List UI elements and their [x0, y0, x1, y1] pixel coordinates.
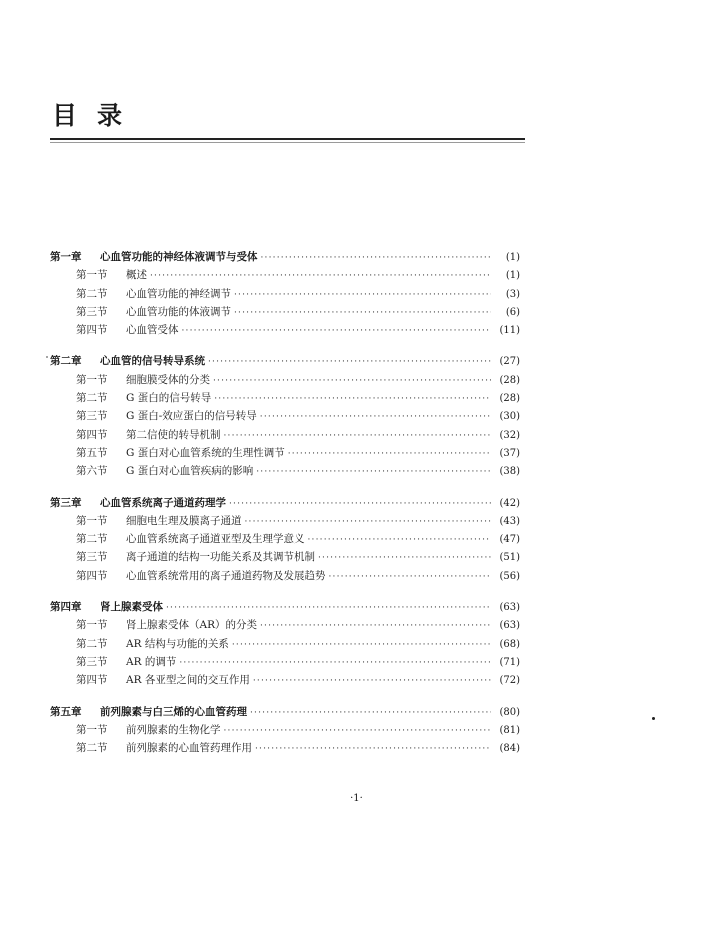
- title-rule: [50, 138, 525, 140]
- toc-chapter-entry[interactable]: [50, 598, 520, 616]
- toc-chapter-entry[interactable]: [50, 352, 520, 370]
- chapter-page: (80): [499, 706, 520, 718]
- toc-section-entry[interactable]: [50, 635, 520, 653]
- section-number: 第一节: [76, 269, 108, 282]
- section-title: 心血管功能的神经调节: [126, 287, 231, 300]
- leader-dots: [318, 549, 491, 567]
- chapter-page: (42): [499, 497, 520, 509]
- section-number: 第一节: [76, 723, 108, 736]
- leader-dots: [234, 304, 491, 322]
- chapter-title: 肾上腺素受体: [100, 601, 163, 614]
- chapter-title: 前列腺素与白三烯的心血管药理: [100, 705, 247, 718]
- section-page: (81): [499, 724, 520, 736]
- page-number: ·1·: [350, 793, 363, 804]
- toc-section-entry[interactable]: [50, 653, 520, 671]
- leader-dots: [214, 390, 491, 408]
- section-title: 肾上腺素受体（AR）的分类: [126, 619, 257, 632]
- toc-section-entry[interactable]: [50, 721, 520, 739]
- toc-section-entry[interactable]: [50, 462, 520, 480]
- chapter-page: (63): [499, 602, 520, 614]
- toc-chapter-entry[interactable]: [50, 248, 520, 266]
- toc-section-entry[interactable]: [50, 512, 520, 530]
- section-page: (43): [499, 515, 520, 527]
- section-page: (32): [499, 429, 520, 441]
- section-title: AR 结构与功能的关系: [126, 637, 229, 650]
- section-title: 概述: [126, 269, 147, 282]
- section-page: (71): [499, 656, 520, 668]
- toc-chapter: [50, 598, 520, 689]
- section-title: 前列腺素的生物化学: [126, 723, 221, 736]
- toc-chapter: [50, 703, 520, 758]
- toc-section-entry[interactable]: [50, 321, 520, 339]
- chapter-number: 第一章: [50, 251, 82, 263]
- section-number: 第三节: [76, 655, 108, 668]
- section-page: (51): [499, 552, 520, 564]
- scan-speck: [46, 356, 48, 358]
- toc-section-entry[interactable]: [50, 285, 520, 303]
- section-title: G 蛋白对心血管疾病的影响: [126, 465, 254, 478]
- section-number: 第三节: [76, 305, 108, 318]
- section-page: (84): [499, 743, 520, 755]
- leader-dots: [224, 427, 492, 445]
- section-title: 心血管系统常用的离子通道药物及发展趋势: [126, 569, 326, 582]
- leader-dots: [253, 672, 491, 690]
- toc-section-entry[interactable]: [50, 371, 520, 389]
- section-number: 第二节: [76, 392, 108, 405]
- section-number: 第四节: [76, 324, 108, 337]
- leader-dots: [182, 322, 492, 340]
- chapter-page: (27): [499, 356, 520, 368]
- section-number: 第三节: [76, 551, 108, 564]
- toc-section-entry[interactable]: [50, 616, 520, 634]
- leader-dots: [329, 568, 492, 586]
- section-number: 第一节: [76, 514, 108, 527]
- chapter-title: 心血管系统离子通道药理学: [100, 496, 226, 509]
- leader-dots: [229, 495, 491, 513]
- section-page: (30): [499, 411, 520, 423]
- section-number: 第四节: [76, 674, 108, 687]
- toc-section-entry[interactable]: [50, 530, 520, 548]
- section-page: (72): [499, 675, 520, 687]
- section-page: (56): [499, 570, 520, 582]
- toc-chapter: [50, 494, 520, 585]
- toc-section-entry[interactable]: [50, 671, 520, 689]
- chapter-number: 第三章: [50, 496, 82, 509]
- section-number: 第四节: [76, 569, 108, 582]
- section-title: 细胞膜受体的分类: [126, 373, 210, 386]
- section-number: 第三节: [76, 410, 108, 423]
- section-page: (38): [499, 466, 520, 478]
- chapter-number: 第四章: [50, 601, 82, 614]
- section-page: (68): [499, 638, 520, 650]
- leader-dots: [308, 531, 492, 549]
- section-number: 第四节: [76, 428, 108, 441]
- toc-section-entry[interactable]: [50, 567, 520, 585]
- section-title: G 蛋白的信号转导: [126, 392, 212, 405]
- scan-speck: [652, 717, 655, 720]
- leader-dots: [261, 249, 492, 267]
- leader-dots: [179, 654, 491, 672]
- toc-section-entry[interactable]: [50, 444, 520, 462]
- toc-section-entry[interactable]: [50, 389, 520, 407]
- section-page: (1): [505, 270, 520, 282]
- section-page: (28): [499, 374, 520, 386]
- section-title: 心血管系统离子通道亚型及生理学意义: [126, 533, 305, 546]
- section-title: 第二信使的转导机制: [126, 428, 221, 441]
- section-number: 第六节: [76, 465, 108, 478]
- toc-section-entry[interactable]: [50, 407, 520, 425]
- section-number: 第二节: [76, 742, 108, 755]
- section-title: G 蛋白-效应蛋白的信号转导: [126, 410, 257, 423]
- section-title: 前列腺素的心血管药理作用: [126, 742, 252, 755]
- section-number: 第五节: [76, 446, 108, 459]
- page-title-char-1: 目: [52, 101, 78, 130]
- leader-dots: [150, 267, 491, 285]
- section-page: (37): [499, 447, 520, 459]
- section-number: 第二节: [76, 637, 108, 650]
- section-title: AR 各亚型之间的交互作用: [126, 674, 250, 687]
- section-number: 第一节: [76, 619, 108, 632]
- table-of-contents: [50, 248, 520, 770]
- toc-section-entry[interactable]: [50, 303, 520, 321]
- toc-section-entry[interactable]: [50, 548, 520, 566]
- leader-dots: [208, 353, 491, 371]
- section-page: (28): [499, 393, 520, 405]
- toc-chapter: [50, 352, 520, 480]
- toc-section-entry[interactable]: [50, 739, 520, 757]
- toc-chapter-entry[interactable]: [50, 494, 520, 512]
- section-page: (47): [499, 534, 520, 546]
- leader-dots: [213, 372, 491, 390]
- section-title: G 蛋白对心血管系统的生理性调节: [126, 446, 285, 459]
- section-title: 心血管功能的体液调节: [126, 305, 231, 318]
- leader-dots: [255, 740, 491, 758]
- leader-dots: [250, 704, 491, 722]
- page-title-char-2: 录: [97, 101, 123, 130]
- section-number: 第二节: [76, 533, 108, 546]
- chapter-page: (1): [505, 252, 520, 263]
- section-page: (3): [505, 288, 520, 300]
- chapter-number: 第五章: [50, 705, 82, 718]
- chapter-number: 第二章: [50, 355, 82, 368]
- toc-chapter-entry[interactable]: [50, 703, 520, 721]
- section-title: 离子通道的结构一功能关系及其调节机制: [126, 551, 315, 564]
- section-number: 第二节: [76, 287, 108, 300]
- chapter-title: 心血管功能的神经体液调节与受体: [100, 251, 258, 263]
- toc-section-entry[interactable]: [50, 266, 520, 284]
- section-title: 细胞电生理及膜离子通道: [126, 514, 242, 527]
- chapter-title: 心血管的信号转导系统: [100, 355, 205, 368]
- leader-dots: [232, 636, 491, 654]
- leader-dots: [245, 513, 492, 531]
- title-rule-thin: [50, 142, 525, 143]
- leader-dots: [224, 722, 492, 740]
- section-number: 第一节: [76, 373, 108, 386]
- toc-section-entry[interactable]: [50, 426, 520, 444]
- toc-chapter: [50, 248, 520, 339]
- section-title: 心血管受体: [126, 324, 179, 337]
- leader-dots: [260, 617, 491, 635]
- leader-dots: [166, 599, 491, 617]
- leader-dots: [234, 286, 491, 304]
- leader-dots: [260, 408, 491, 426]
- leader-dots: [256, 463, 491, 481]
- leader-dots: [288, 445, 491, 463]
- section-page: (11): [499, 325, 520, 337]
- section-page: (6): [505, 306, 520, 318]
- section-page: (63): [499, 620, 520, 632]
- section-title: AR 的调节: [126, 655, 177, 668]
